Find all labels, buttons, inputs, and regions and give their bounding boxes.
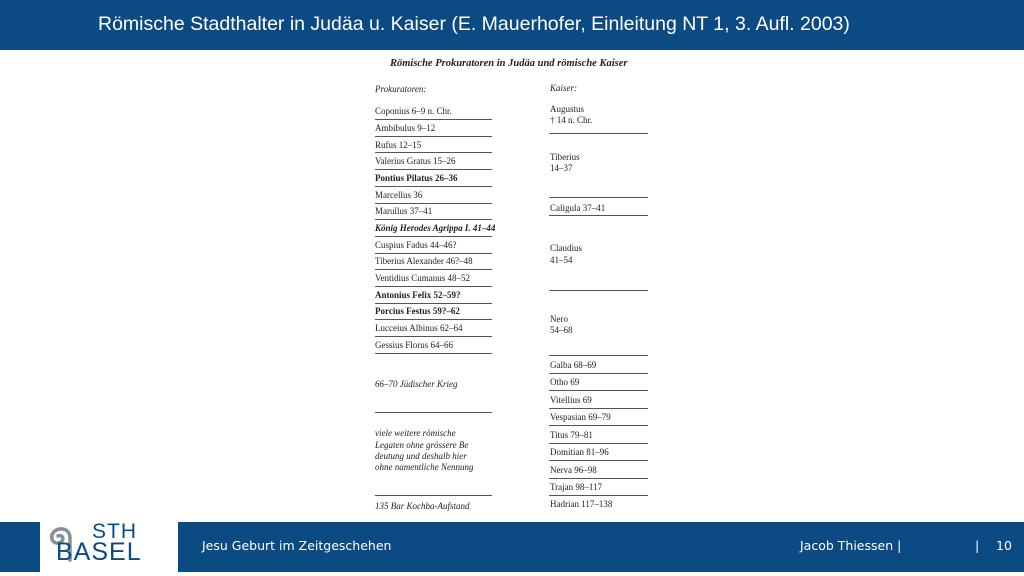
emperor-row: Nerva 96–98 [550,465,597,475]
row-divider [375,353,492,354]
row-divider [375,219,492,220]
row-divider [549,197,648,198]
procurators-header: Prokuratoren: [375,84,427,94]
procurator-row: Ventidius Cumanus 48–52 [375,273,471,283]
page-number: 10 [996,538,1012,553]
row-divider [375,119,492,120]
logo-text-sth: STH [92,520,137,543]
procurator-row: Coponius 6–9 n. Chr. [375,106,452,116]
note-line: Legaten ohne grössere Be [375,440,469,450]
note-line: ohne namentliche Nennung [375,462,474,472]
slide-footer [0,516,1024,576]
row-divider [549,495,648,496]
table-title: Römische Prokuratoren in Judäa und römische Kaiser [390,58,628,69]
emperor-caligula: Caligula 37–41 [550,203,606,213]
row-divider [549,408,648,409]
procurator-row: Marullus 37–41 [375,206,433,216]
footer-author: Jacob Thiessen | [800,538,902,553]
row-divider [549,478,648,479]
procurator-row: Valerius Gratus 15–26 [375,156,456,166]
bar-kochba-entry: 135 Bar Kochba-Aufstand [375,501,470,511]
procurator-row: Cuspius Fadus 44–46? [375,240,457,250]
row-divider [549,290,648,291]
emperors-header: Kaiser: [550,83,577,93]
procurator-row: Marcellus 36 [375,190,423,200]
note-line: viele weitere römische [375,428,456,438]
procurator-row: König Herodes Agrippa I. 41–44 [375,223,496,233]
emperor-tiberius: Tiberius [550,152,580,162]
row-divider [549,373,648,374]
procurator-row: Lucceius Albinus 62–64 [375,323,463,333]
footer-page-separator: | [975,538,980,553]
row-divider [375,203,492,204]
emperor-augustus-date: † 14 n. Chr. [550,115,593,125]
emperor-row: Trajan 98–117 [550,482,603,492]
procurator-row: Porcius Festus 59?–62 [375,306,460,316]
procurator-row: Rufus 12–15 [375,140,422,150]
row-divider [375,336,492,337]
emperor-row: Galba 68–69 [550,360,597,370]
emperor-claudius-date: 41–54 [550,255,573,265]
row-divider [549,355,648,356]
emperor-tiberius-date: 14–37 [550,163,573,173]
emperor-row: Titus 79–81 [550,430,593,440]
logo-text-basel: BASEL [56,538,142,566]
emperor-claudius: Claudius [550,243,583,253]
row-divider [375,319,492,320]
row-divider [375,236,492,237]
scanned-table [360,52,660,514]
row-divider [375,412,492,413]
procurator-row: Antonius Felix 52–59? [375,290,461,300]
row-divider [549,443,648,444]
emperor-row: Otho 69 [550,377,580,387]
emperor-row: Hadrian 117–138 [550,499,613,509]
emperor-row: Domitian 81–96 [550,447,609,457]
procurator-row: Ambibulus 9–12 [375,123,436,133]
row-divider [375,136,492,137]
sth-basel-logo [40,516,178,576]
row-divider [549,133,648,134]
row-divider [375,495,492,496]
row-divider [549,425,648,426]
row-divider [549,390,648,391]
emperor-nero: Nero [550,314,568,324]
footer-left-strip [0,522,40,572]
footer-topic: Jesu Geburt im Zeitgeschehen [202,538,392,553]
emperor-row: Vespasian 69–79 [550,412,611,422]
procurator-row: Pontius Pilatus 26–36 [375,173,458,183]
slide-title: Römische Stadthalter in Judäa u. Kaiser (E. Mauerhofer, Einleitung NT 1, 3. Aufl. 2003) [98,13,850,35]
row-divider [375,286,492,287]
row-divider [375,269,492,270]
war-entry: 66–70 Jüdischer Krieg [375,379,458,389]
row-divider [375,303,492,304]
row-divider [549,460,648,461]
row-divider [375,169,492,170]
row-divider [549,215,648,216]
procurator-row: Gessius Florus 64–66 [375,340,454,350]
emperor-nero-date: 54–68 [550,325,573,335]
row-divider [375,253,492,254]
emperor-augustus: Augustus [550,104,585,114]
note-line: deutung und deshalb hier [375,451,467,461]
emperor-row: Vitellius 69 [550,395,592,405]
procurator-row: Tiberius Alexander 46?–48 [375,256,473,266]
slide-header [0,0,1024,50]
row-divider [375,152,492,153]
footer-band [178,522,1024,572]
row-divider [375,186,492,187]
